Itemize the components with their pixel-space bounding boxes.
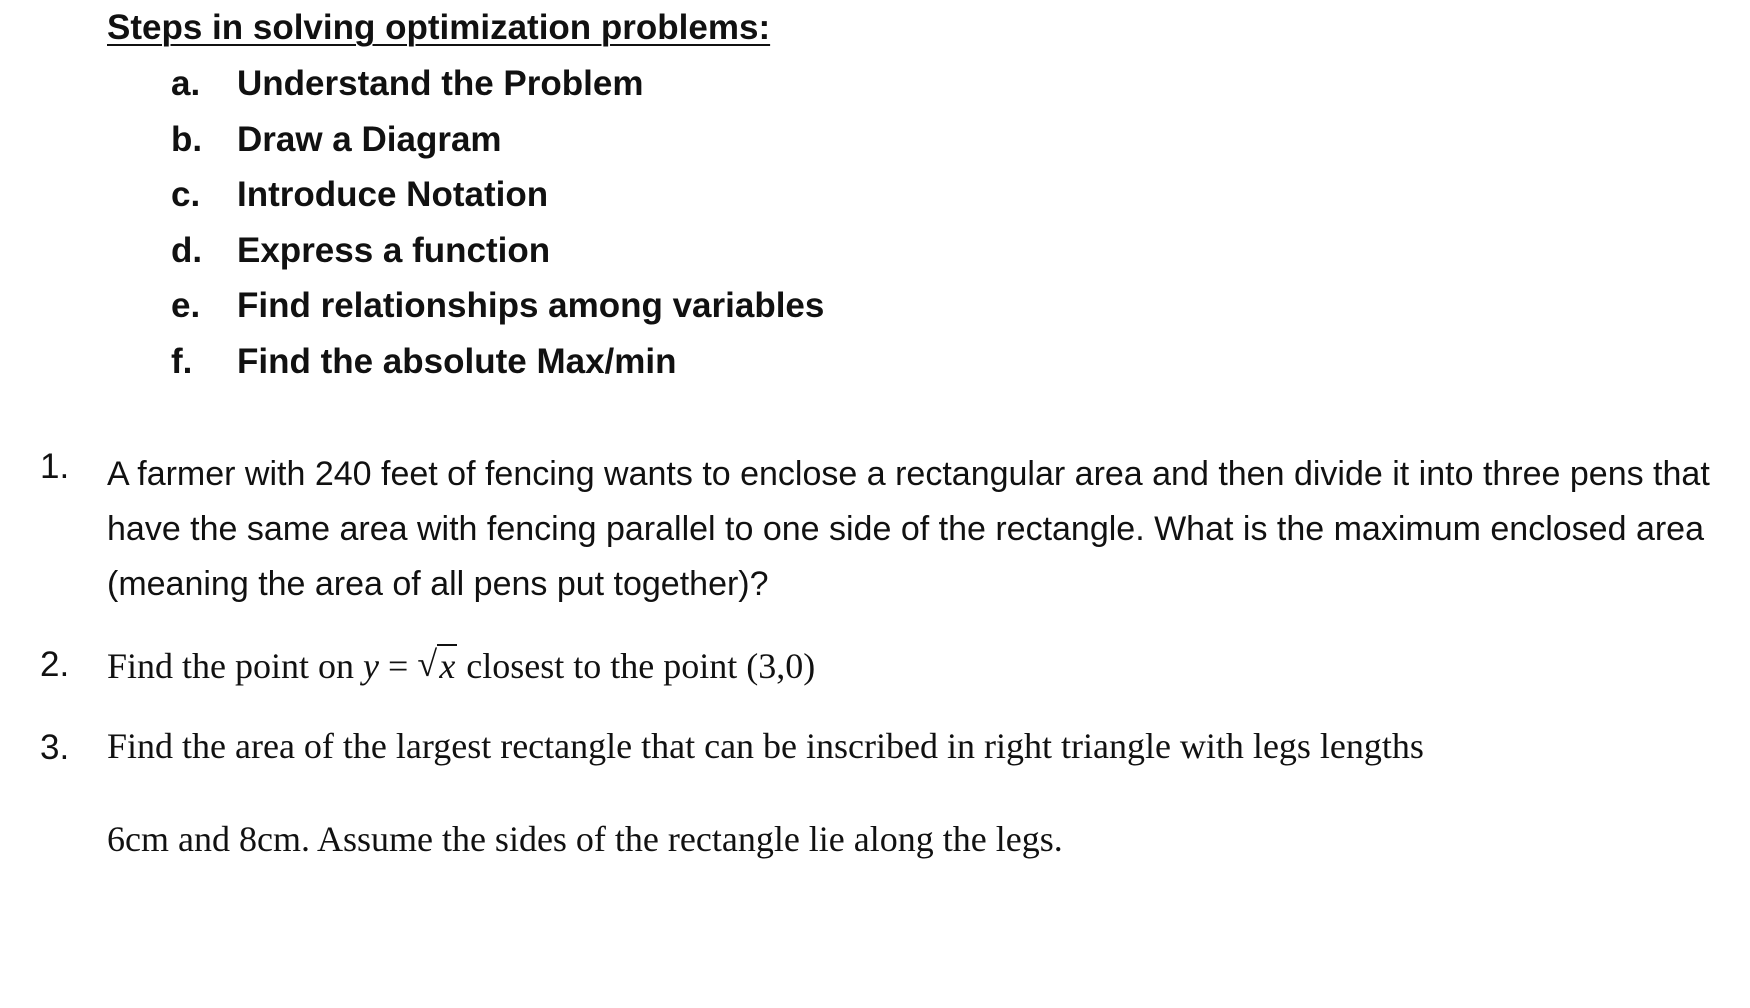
- list-marker: d.: [171, 230, 203, 270]
- math-square-root: [417, 645, 457, 687]
- step-label: Express a function: [237, 230, 551, 270]
- step-label: Draw a Diagram: [237, 119, 502, 159]
- step-label: Find relationships among variables: [237, 286, 825, 325]
- problem-text-line: Find the area of the largest rectangle that can be inscribed in right triangle with legs lengths: [107, 726, 1424, 766]
- math-variable-y: y: [363, 646, 379, 686]
- step-label: Understand the Problem: [237, 64, 644, 103]
- math-radicand: x: [439, 646, 456, 686]
- list-marker: c.: [171, 175, 201, 214]
- list-marker: a.: [171, 64, 201, 103]
- step-label: Introduce Notation: [237, 175, 549, 214]
- problem-text-after: closest to the point (3,0): [457, 646, 816, 686]
- problem-text: [107, 700, 1727, 886]
- math-equals: =: [379, 646, 418, 686]
- section-heading: Steps in solving optimization problems:: [107, 8, 771, 47]
- problem-text: [107, 645, 1727, 687]
- list-marker: f.: [171, 341, 193, 381]
- step-label: Find the absolute Max/min: [237, 341, 677, 381]
- problem-number: 3.: [40, 728, 70, 767]
- problem-text-before: Find the point on: [107, 646, 364, 686]
- problem-number: 1.: [40, 447, 70, 486]
- list-marker: b.: [171, 119, 203, 159]
- problem-text-line: 6cm and 8cm. Assume the sides of the rectangle lie along the legs.: [107, 819, 1063, 859]
- problem-text: A farmer with 240 feet of fencing wants to enclose a rectangular area and then divide it into three pens that have the same area with fencing parallel to one side of the rectangle. What is the maximum enclosed area (meaning the area of all pens put together)?: [107, 455, 1710, 603]
- list-marker: e.: [171, 286, 201, 325]
- radical-sign: √: [417, 644, 438, 684]
- problem-number: 2.: [40, 645, 70, 684]
